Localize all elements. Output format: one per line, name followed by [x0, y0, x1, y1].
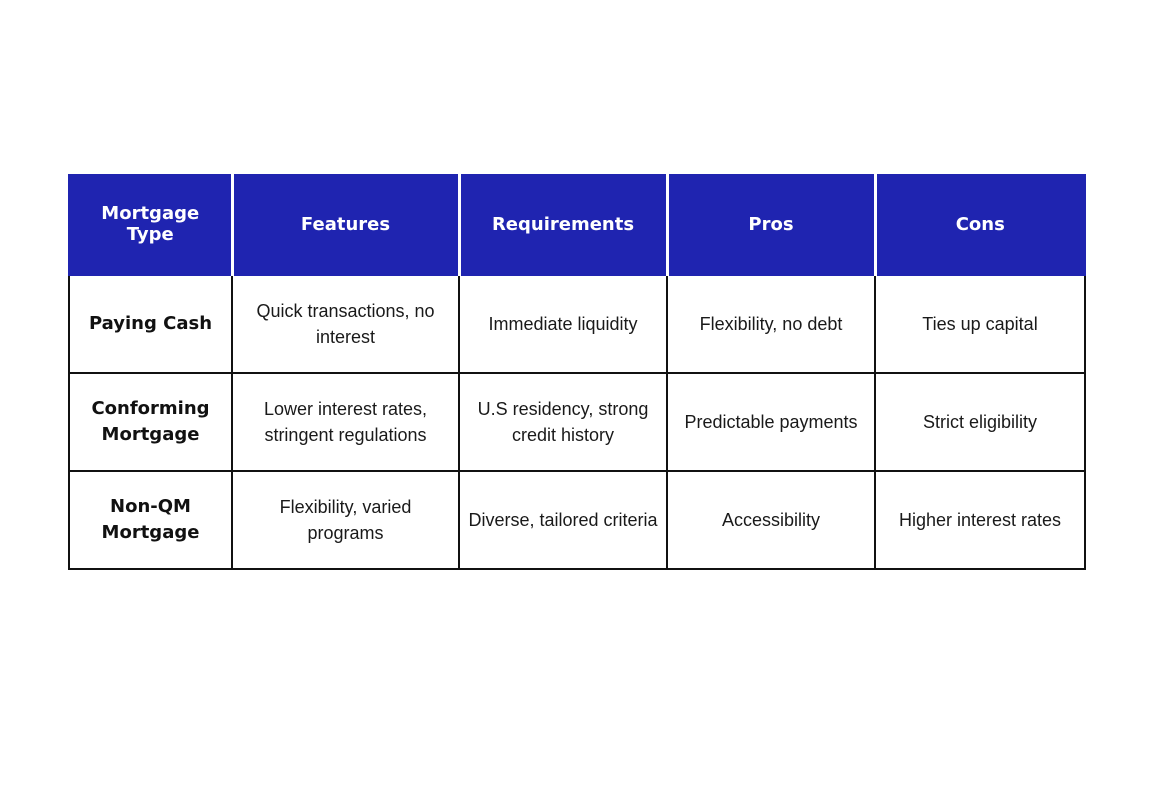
table-row — [69, 275, 1085, 373]
mortgage-comparison-table-container — [68, 174, 1084, 570]
header-pros: Pros — [667, 174, 875, 275]
cell-cons: Ties up capital — [875, 275, 1085, 373]
cell-mortgage-type: Conforming Mortgage — [69, 373, 232, 471]
header-row — [69, 174, 1085, 275]
table-body — [69, 275, 1085, 569]
cell-features: Flexibility, varied programs — [232, 471, 459, 569]
cell-requirements: Immediate liquidity — [459, 275, 667, 373]
table-header — [69, 174, 1085, 275]
cell-mortgage-type: Non-QM Mortgage — [69, 471, 232, 569]
header-mortgage-type: Mortgage Type — [69, 174, 232, 275]
header-requirements: Requirements — [459, 174, 667, 275]
cell-features: Lower interest rates, stringent regulations — [232, 373, 459, 471]
cell-pros: Accessibility — [667, 471, 875, 569]
cell-cons: Higher interest rates — [875, 471, 1085, 569]
cell-requirements: Diverse, tailored criteria — [459, 471, 667, 569]
table-row — [69, 471, 1085, 569]
header-cons: Cons — [875, 174, 1085, 275]
mortgage-comparison-table — [68, 174, 1086, 570]
header-features: Features — [232, 174, 459, 275]
cell-pros: Predictable payments — [667, 373, 875, 471]
cell-pros: Flexibility, no debt — [667, 275, 875, 373]
cell-features: Quick transactions, no interest — [232, 275, 459, 373]
table-row — [69, 373, 1085, 471]
cell-mortgage-type: Paying Cash — [69, 275, 232, 373]
cell-cons: Strict eligibility — [875, 373, 1085, 471]
cell-requirements: U.S residency, strong credit history — [459, 373, 667, 471]
